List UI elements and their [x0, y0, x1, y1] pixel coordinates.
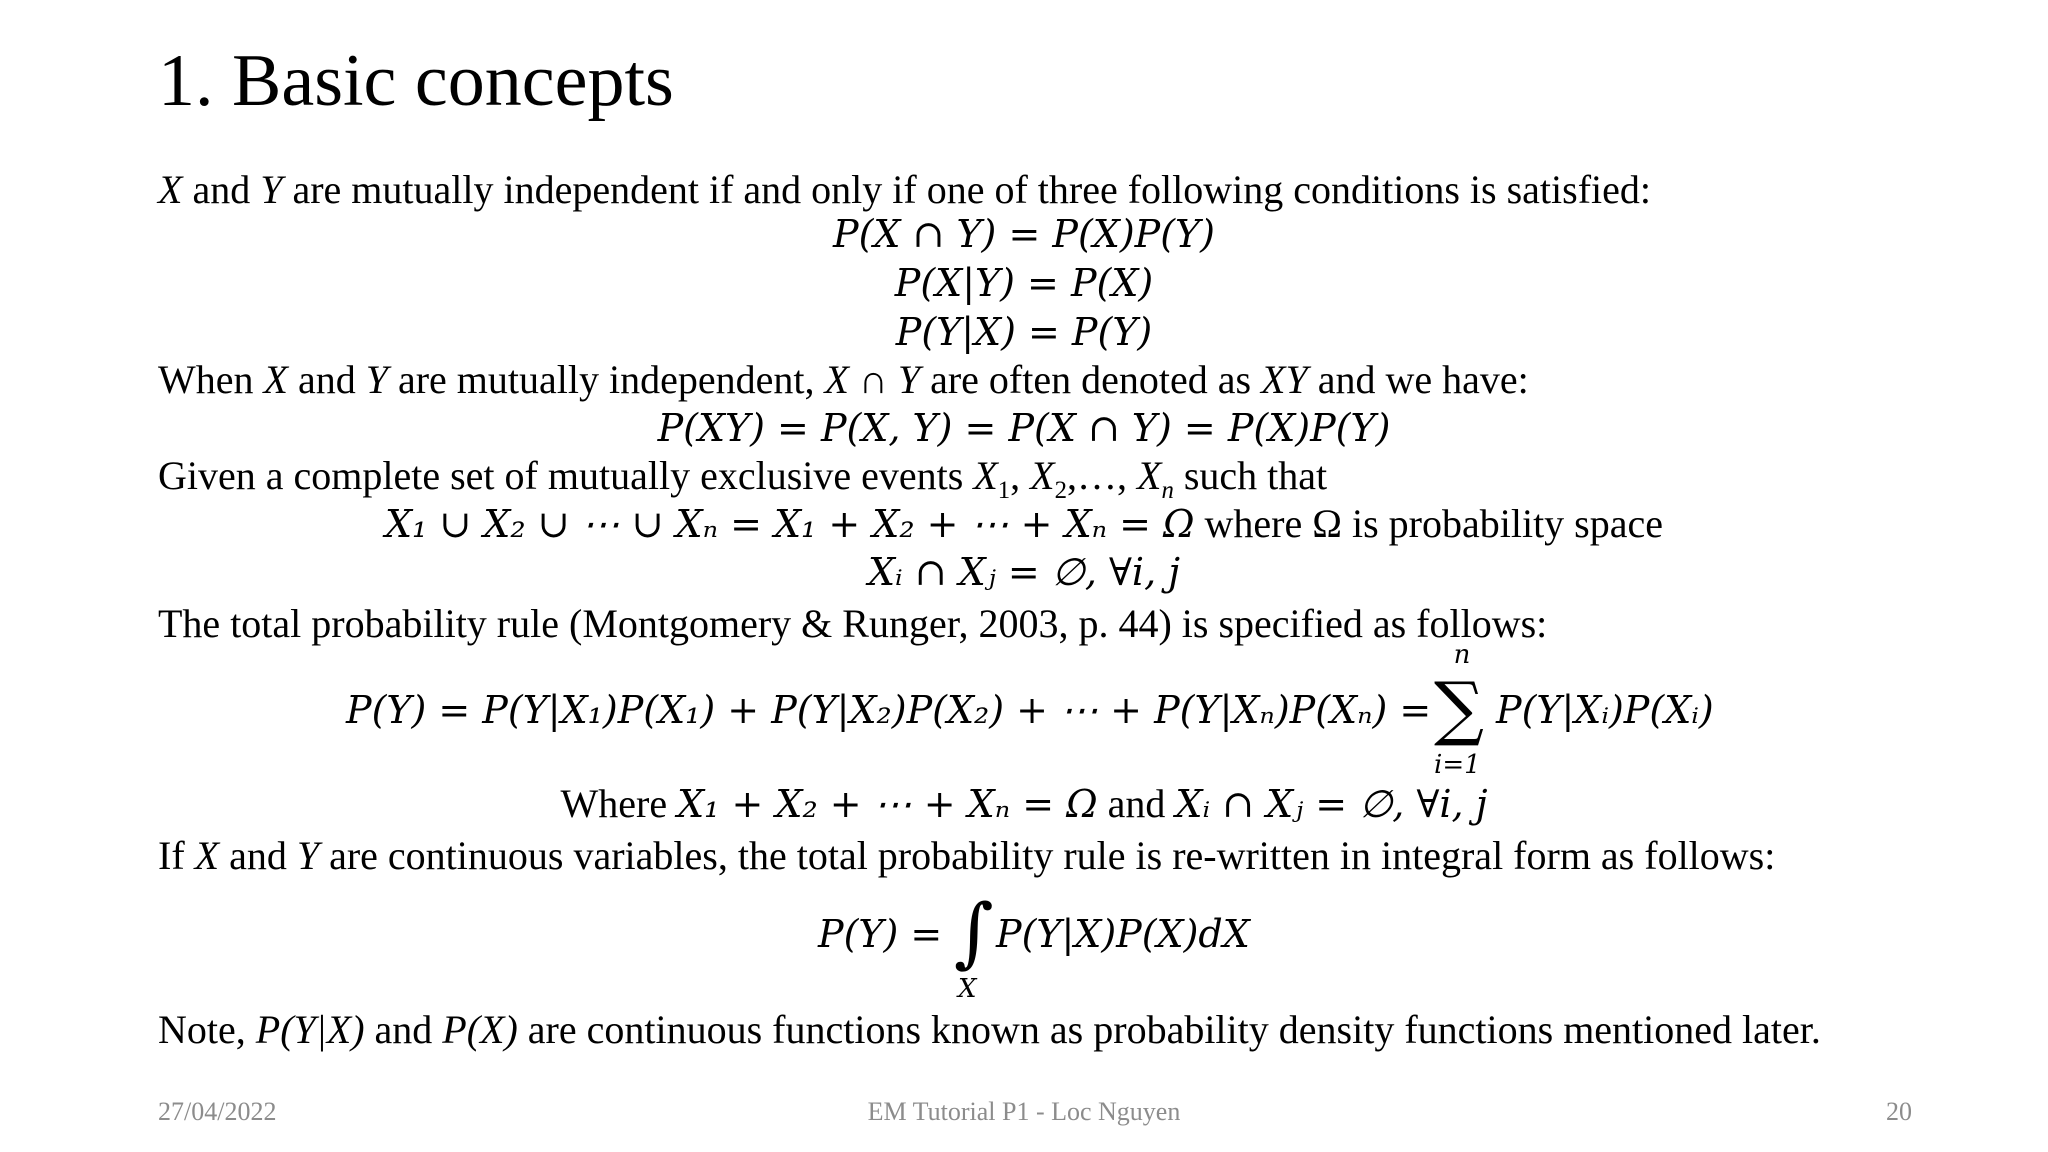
var-x: X — [194, 833, 220, 878]
density-note — [158, 1006, 1821, 1054]
sum-lower-limit: i=1 — [1434, 750, 1481, 780]
equation-xy: P(XY) = P(X, Y) = P(X ∩ Y) = P(X)P(Y) — [657, 406, 1391, 450]
where-math-1: X₁ + X₂ + ⋯ + Xₙ = Ω — [677, 782, 1098, 826]
note-text: are continuous functions known as probability density functions mentioned later. — [517, 1007, 1821, 1052]
text-such-that: such that — [1173, 453, 1328, 498]
text-where: Where — [560, 781, 678, 826]
text-and: and — [182, 167, 261, 212]
text-and: and — [219, 833, 297, 878]
slide-title: 1. Basic concepts — [158, 40, 674, 122]
integral-rhs: P(Y|X)P(X)dX — [996, 912, 1250, 956]
continuous-intro — [158, 832, 1775, 880]
total-probability-rhs: P(Y|Xᵢ)P(Xᵢ) — [1496, 688, 1714, 732]
partition-text: where Ω is probability space — [1194, 501, 1664, 546]
var-intersection: X ∩ Y — [824, 357, 921, 402]
text-mid2: are often denoted as — [920, 357, 1262, 402]
var-x1: X — [973, 453, 998, 498]
equation-disjoint: Xᵢ ∩ Xⱼ = ∅, ∀i, j — [867, 550, 1181, 594]
partition-math: X₁ ∪ X₂ ∪ ⋯ ∪ Xₙ = X₁ + X₂ + ⋯ + Xₙ = Ω — [384, 502, 1195, 546]
equation-joint: P(X ∩ Y) = P(X)P(Y) — [833, 212, 1215, 256]
text-and: and — [287, 357, 366, 402]
var-xy: XY — [1261, 357, 1308, 402]
sum-upper-limit: n — [1453, 640, 1471, 670]
func-conditional: P(Y|X) — [255, 1007, 365, 1052]
var-x2: X — [1030, 453, 1055, 498]
where-math-2: Xᵢ ∩ Xⱼ = ∅, ∀i, j — [1175, 782, 1488, 826]
sub-n: n — [1161, 477, 1174, 504]
var-x: X — [158, 167, 183, 212]
equation-partition — [0, 500, 2048, 548]
text-tail: and we have: — [1307, 357, 1529, 402]
independence-intro — [158, 166, 1651, 214]
footer-page-number: 20 — [1886, 1097, 1912, 1126]
integral-symbol: ∫ — [954, 887, 994, 976]
var-xn: X — [1137, 453, 1162, 498]
equation-where — [0, 780, 2048, 828]
footer-title: EM Tutorial P1 - Loc Nguyen — [867, 1097, 1181, 1126]
footer-date: 27/04/2022 — [158, 1097, 277, 1126]
text-mid: are mutually independent, — [387, 357, 825, 402]
text-given: Given a complete set of mutually exclusive events — [158, 453, 974, 498]
text-note: Note, — [158, 1007, 256, 1052]
total-probability-intro: The total probability rule (Montgomery & Runger, 2003, p. 44) is specified as follows: — [158, 601, 1548, 646]
text-if: If — [158, 833, 195, 878]
sub-1: 1 — [997, 477, 1011, 504]
intro-text: are mutually independent if and only if one of three following conditions is satisfied: — [282, 167, 1652, 212]
var-x: X — [263, 357, 288, 402]
integral-lower-limit: X — [958, 974, 977, 1004]
sub-2: 2 — [1054, 477, 1067, 504]
independence-notation-text — [158, 356, 1529, 404]
text-dots: ,…, — [1067, 453, 1137, 498]
integral-lhs: P(Y) = — [818, 912, 943, 956]
equation-conditional-y: P(Y|X) = P(Y) — [895, 310, 1153, 354]
var-y: Y — [365, 357, 388, 402]
text-when: When — [158, 357, 264, 402]
var-y: Y — [296, 833, 320, 878]
text-and: and — [364, 1007, 443, 1052]
total-probability-lhs: P(Y) = P(Y|X₁)P(X₁) + P(Y|X₂)P(X₂) + ⋯ + P(Y|Xₙ)P(Xₙ) = — [346, 688, 1432, 732]
equation-conditional-x: P(X|Y) = P(X) — [894, 261, 1154, 305]
continuous-text: are continuous variables, the total probability rule is re-written in integral form as follows: — [319, 833, 1776, 878]
sum-symbol: ∑ — [1434, 667, 1484, 749]
text-sep: , — [1010, 453, 1031, 498]
var-y: Y — [260, 167, 283, 212]
func-marginal: P(X) — [442, 1007, 518, 1052]
text-and: and — [1097, 781, 1176, 826]
